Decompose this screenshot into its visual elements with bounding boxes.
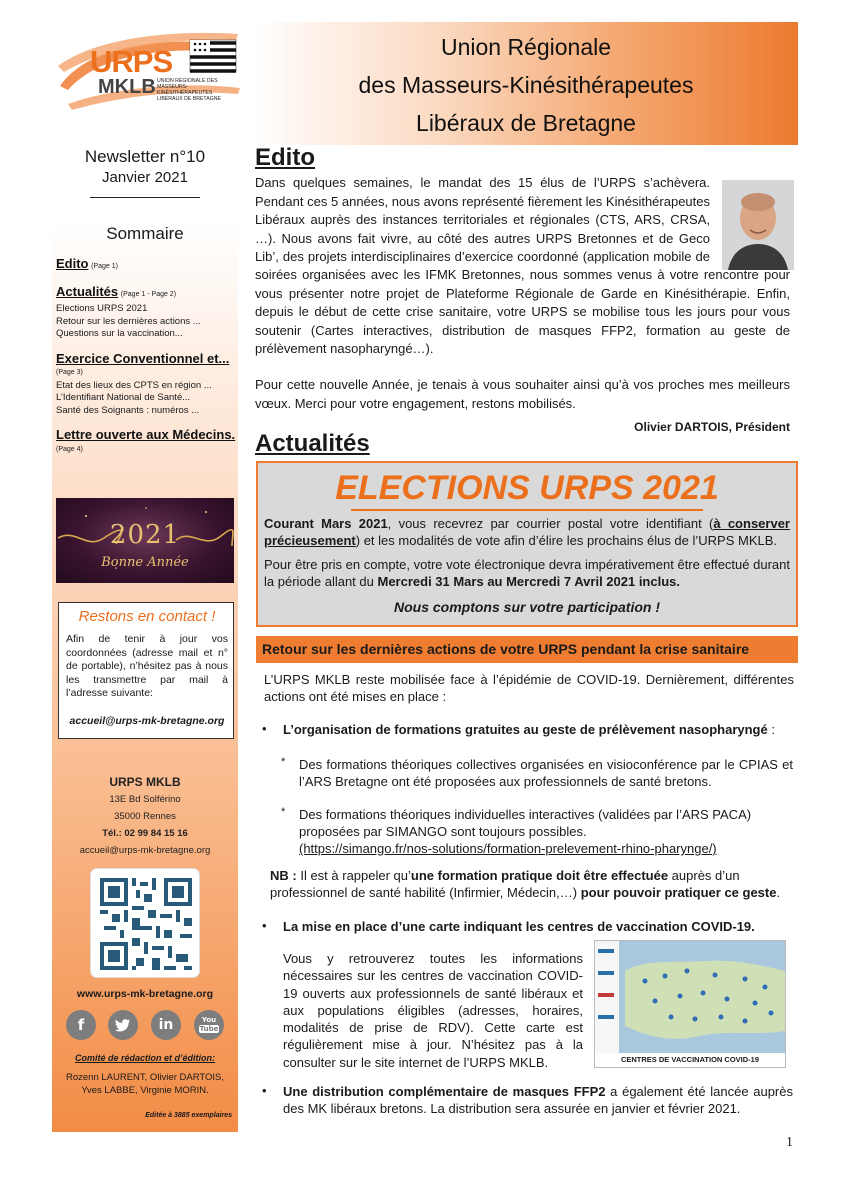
header-line: des Masseurs-Kinésithérapeutes — [358, 72, 694, 98]
editorial-committee — [52, 1052, 238, 1097]
sub-bullet-text: Des formations théoriques individuelles interactives (validées par l’ARS PACA) proposées par SIMANGO sont toujours possibles. — [299, 807, 752, 839]
actualites-heading: Actualités — [255, 430, 370, 457]
logo-urps-text: URPS — [90, 44, 173, 79]
logo-mklb-text: MKLB — [98, 76, 156, 98]
facebook-icon[interactable]: f — [66, 1010, 96, 1040]
org-name: URPS MKLB — [109, 775, 181, 789]
committee-names: Yves LABBE, Virginie MORIN. — [81, 1085, 209, 1096]
elections-title: ELECTIONS URPS 2021 — [335, 469, 719, 507]
newsletter-number: Newsletter n°10 — [84, 147, 206, 166]
youtube-icon[interactable] — [194, 1010, 224, 1040]
youtube-label-top: You — [201, 1016, 217, 1024]
edito-wishes: Pour cette nouvelle Année, je tenais à vous souhaiter ainsi qu’à vos proches mes meilleurs vœux. Merci pour votre engagement, restons mobilisés. — [255, 377, 790, 411]
edito-signature: Olivier DARTOIS, Président — [634, 420, 790, 434]
toc-section-edito[interactable] — [56, 258, 236, 274]
city: 35000 Rennes — [114, 811, 176, 822]
elections-paragraph — [264, 515, 790, 549]
committee-title: Comité de rédaction et d’édition: — [74, 1053, 215, 1063]
print-run: Editée à 3885 exemplaires — [145, 1112, 232, 1119]
logo-tagline — [157, 78, 242, 102]
twitter-icon[interactable] — [108, 1010, 138, 1040]
newsletter-date: Janvier 2021 — [102, 169, 188, 186]
elections-date: Courant Mars 2021 — [264, 516, 388, 531]
urps-logo — [58, 26, 242, 122]
address-block — [52, 774, 238, 859]
twitter-bird-icon — [108, 1010, 138, 1040]
sub-bullet — [299, 806, 793, 857]
elections-box — [256, 461, 798, 627]
retour-section-bar: Retour sur les dernières actions de votre URPS pendant la crise sanitaire — [256, 636, 798, 663]
street: 13E Bd Solférino — [109, 794, 181, 805]
vaccination-map[interactable] — [594, 940, 786, 1068]
bullet-dot: • — [262, 721, 267, 736]
bullet-dot: • — [262, 918, 267, 933]
divider — [90, 197, 200, 198]
nb-emphasis: une formation pratique doit être effectuée — [410, 868, 669, 883]
greeting-text: Bonne Année — [101, 555, 189, 570]
toc-item: Questions sur la vaccination... — [56, 328, 183, 339]
contact-text: Afin de tenir à jour vos coordonnées (adresse mail et n° de portable), n’hésitez pas à nous les transmettre par mail à l’adresse suivante: — [66, 633, 228, 699]
logo-tagline-line: LIBÉRAUX DE BRETAGNE — [157, 96, 221, 102]
president-photo — [722, 180, 794, 270]
elections-text: Pour être pris en compte, votre vote électronique devra impérativement être effectué durant la période allant du — [264, 557, 790, 589]
edito-paragraph: soirées organisées avec les IFMK Bretonnes, nous sommes venus à votre rencontre pour vous présenter notre projet de Plateforme Régionale de Garde en Kinésithérapie. Enfin, depuis le début de cette crise sanitaire, votre URPS se mobilise tous les jours pour vous soutenir (Cartes interactives, distribution de masques FFP2, formation au geste de prélèvement nasopharyngé…). — [255, 267, 790, 356]
contact-title: Restons en contact ! — [78, 608, 216, 625]
nb-emphasis: pour pouvoir pratiquer ce geste — [580, 885, 777, 900]
toc-item: Etat des lieux des CPTS en région ... — [56, 379, 212, 391]
toc-section-exercice[interactable] — [56, 350, 236, 418]
logo-tagline-line: MASSEURS-KINÉSITHÉRAPEUTES — [157, 84, 213, 96]
sommaire-title: Sommaire — [106, 224, 184, 243]
elections-text: , vous recevrez par courrier postal votre identifiant ( — [387, 516, 714, 531]
nb-text: Il est à rappeler qu’ — [296, 868, 411, 883]
bullet-dot: • — [262, 1083, 267, 1098]
nb-text: . — [776, 885, 781, 900]
elections-text: ) et les modalités de vote afin d’élire les prochains élus de l’URPS MKLB. — [355, 533, 778, 548]
toc-item: L’Identifiant National de Santé... — [56, 392, 191, 403]
bullet-colon: : — [767, 722, 775, 737]
logo-tagline-line: UNION RÉGIONALE DES — [157, 78, 218, 84]
elections-keep-note: à conserver précieusement — [264, 516, 790, 548]
toc-section-title[interactable]: Exercice Conventionnel et... — [56, 350, 230, 366]
toc-page-ref: (Page 1) — [91, 263, 118, 270]
retour-intro: L’URPS MKLB reste mobilisée face à l’épidémie de COVID-19. Dernièrement, différentes actions ont été mises en place : — [264, 672, 794, 704]
qr-code[interactable] — [90, 868, 200, 978]
bullet-formations — [283, 721, 793, 738]
page-number: 1 — [786, 1135, 793, 1150]
toc-section-title[interactable]: Actualités — [56, 283, 119, 299]
new-year-image — [56, 498, 234, 583]
elections-cta: Nous comptons sur votre participation ! — [393, 599, 661, 615]
toc-item: Retour sur les dernières actions ... — [56, 315, 201, 327]
greeting-year: 2021 — [109, 520, 181, 550]
nb-label: NB : — [270, 868, 297, 883]
website-link[interactable]: www.urps-mk-bretagne.org — [76, 988, 214, 1000]
linkedin-icon[interactable]: in — [151, 1010, 181, 1040]
toc-page-ref: (Page 4) — [56, 445, 83, 453]
contact-box — [58, 602, 234, 739]
header-line: Libéraux de Bretagne — [416, 110, 636, 136]
toc-section-actualites[interactable] — [56, 283, 236, 341]
edito-heading: Edito — [255, 144, 315, 171]
header-banner — [254, 22, 798, 145]
qr-code-icon — [92, 870, 200, 978]
toc-item: Santé des Soignants : numéros ... — [56, 404, 200, 416]
youtube-label-bottom: Tube — [199, 1025, 219, 1033]
bullet-masques — [283, 1083, 793, 1117]
nb-text: auprès d’un professionnel de santé habilité (Infirmier, Médecin,…) — [270, 868, 740, 900]
asterisk-icon: * — [281, 756, 286, 768]
phone: Tél.: 02 99 84 15 16 — [102, 828, 188, 839]
email-link[interactable]: accueil@urps-mk-bretagne.org — [79, 845, 211, 856]
social-links — [62, 1010, 232, 1042]
header-line: Union Régionale — [440, 34, 612, 60]
contact-email-link[interactable]: accueil@urps-mk-bretagne.org — [69, 715, 225, 727]
toc-section-title[interactable]: Edito — [56, 256, 89, 271]
map-caption: CENTRES DE VACCINATION COVID-19 — [595, 1053, 785, 1067]
bullet-title: Une distribution complémentaire de masques FFP2 — [283, 1084, 606, 1099]
toc-page-ref: (Page 3) — [56, 369, 83, 376]
toc-page-ref: (Page 1 - Page 2) — [120, 290, 177, 298]
elections-period: Mercredi 31 Mars au Mercredi 7 Avril 2021 inclus. — [377, 574, 681, 589]
nb-note — [270, 867, 794, 901]
map-description: Vous y retrouverez toutes les informations nécessaires sur les centres de vaccination COVID-19 ouverts aux professionnels de santé libéraux et aux populations éligibles (adresses, horaires, modalités de prise de RDV). Cette carte est régulièrement mise à jour. N’hésitez pas à la consulter sur le site internet de l’URPS MKLB. — [283, 951, 583, 1070]
toc-section-title[interactable]: Lettre ouverte aux Médecins. — [56, 427, 236, 442]
sidebar — [52, 22, 238, 1132]
edito-paragraph: Dans quelques semaines, le mandat des 15 élus de l’URPS s’achèvera. Pendant ces 5 années, nous avons représenté fièrement les Kinésithérapeutes Libéraux auprès des instances territoriales et régionales (CTS, ARS, CRSA, …). Nous avons fait vivre, au côté des autres URPS Bretonnes et de Geco Lib’, des projets interdisciplinaires d’exercice coordonné (application mobile de — [255, 175, 710, 264]
toc-section-lettre[interactable] — [56, 429, 236, 456]
map-image — [595, 941, 786, 1055]
committee-names: Rozenn LAURENT, Olivier DARTOIS, — [65, 1072, 225, 1083]
asterisk-icon: * — [281, 806, 286, 818]
toc-item: Elections URPS 2021 — [56, 303, 148, 314]
bullet-text: a également été lancée auprès des MK libéraux bretons. La distribution sera assurée en janvier et février 2021. — [283, 1084, 793, 1116]
elections-paragraph — [264, 556, 790, 590]
bullet-title: L’organisation de formations gratuites au geste de prélèvement nasopharyngé — [283, 722, 768, 737]
bullet-carte: La mise en place d’une carte indiquant les centres de vaccination COVID-19. — [283, 919, 755, 934]
table-of-contents — [56, 258, 236, 468]
portrait-image — [722, 180, 794, 270]
simango-link[interactable]: (https://simango.fr/nos-solutions/formation-prelevement-rhino-pharynge/) — [299, 841, 717, 856]
sub-bullet: Des formations théoriques collectives organisées en visioconférence par le CPIAS et l’ARS Bretagne ont été proposées aux professionnels de santé bretons. — [299, 757, 793, 789]
elections-title-underline — [351, 509, 703, 511]
